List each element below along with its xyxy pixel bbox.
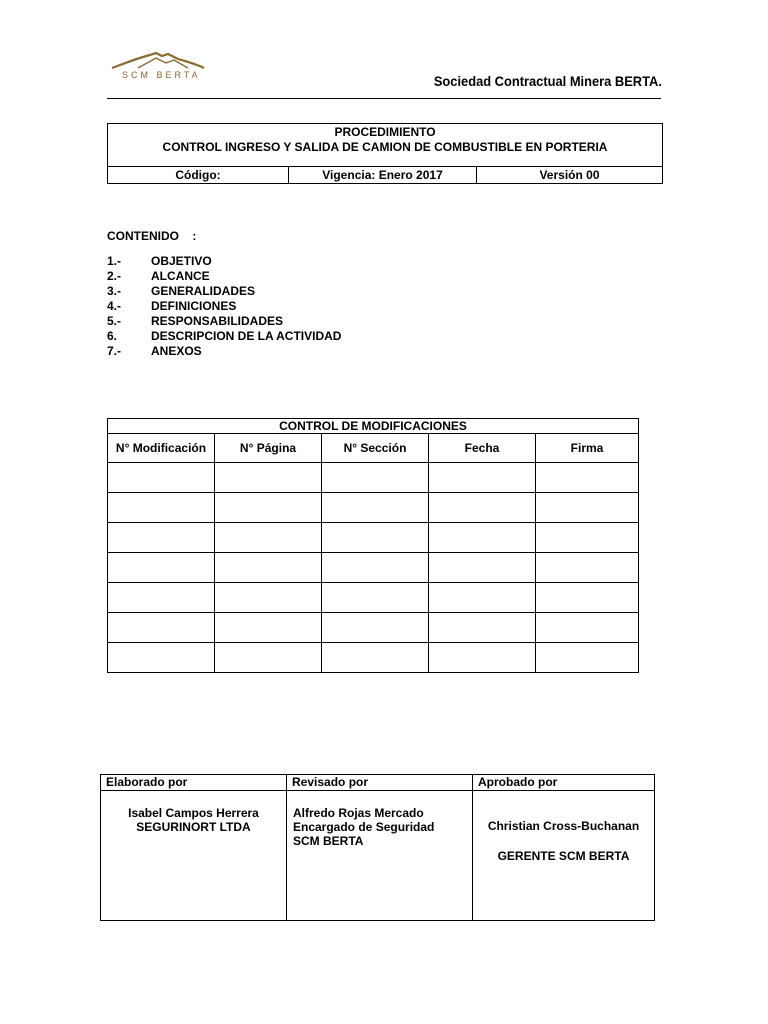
- toc-number: 2.-: [107, 269, 122, 283]
- column-header: N° Sección: [322, 434, 429, 463]
- table-of-contents: [107, 254, 341, 359]
- toc-number: 3.-: [107, 284, 122, 298]
- document-type: PROCEDIMIENTO: [334, 125, 436, 139]
- toc-number: 1.-: [107, 254, 122, 268]
- toc-label: OBJETIVO: [151, 254, 212, 268]
- toc-number: 7.-: [107, 344, 122, 358]
- modifications-title: CONTROL DE MODIFICACIONES: [108, 419, 639, 434]
- revisado-role: Encargado de Seguridad: [293, 820, 435, 834]
- aprobado-name: Christian Cross-Buchanan: [487, 819, 640, 833]
- company-name: Sociedad Contractual Minera BERTA.: [433, 73, 662, 89]
- document-codes-row: [107, 167, 663, 184]
- toc-item: [107, 314, 341, 329]
- codigo-cell: Código:: [108, 167, 289, 183]
- toc-label: ALCANCE: [151, 269, 210, 283]
- toc-number: 6.: [107, 329, 118, 343]
- toc-item: [107, 284, 341, 299]
- table-row: [108, 463, 639, 493]
- header-divider: [107, 98, 661, 99]
- elaborado-company: SEGURINORT LTDA: [136, 820, 251, 834]
- toc-label: DEFINICIONES: [151, 299, 237, 313]
- toc-label: RESPONSABILIDADES: [151, 314, 284, 328]
- table-row: [108, 583, 639, 613]
- aprobado-label: Aprobado por: [473, 775, 655, 791]
- logo-text: SCM BERTA: [122, 70, 201, 80]
- modifications-table: [107, 418, 639, 673]
- column-header: Firma: [536, 434, 639, 463]
- toc-label: GENERALIDADES: [151, 284, 256, 298]
- table-row: [108, 613, 639, 643]
- vigencia-cell: Vigencia: Enero 2017: [289, 167, 477, 183]
- toc-item: [107, 254, 341, 269]
- column-header: N° Modificación: [108, 434, 215, 463]
- revisado-label: Revisado por: [287, 775, 473, 791]
- elaborado-name: Isabel Campos Herrera: [128, 806, 259, 820]
- toc-item: [107, 344, 341, 359]
- revisado-company: SCM BERTA: [293, 834, 364, 848]
- elaborado-cell: [101, 791, 287, 921]
- table-row: [108, 643, 639, 673]
- aprobado-cell: [473, 791, 655, 921]
- toc-number: 5.-: [107, 314, 122, 328]
- table-row: [108, 523, 639, 553]
- contenido-heading: CONTENIDO :: [107, 229, 197, 243]
- company-logo: [108, 50, 208, 84]
- approval-table: [100, 774, 655, 921]
- version-cell: Versión 00: [539, 168, 600, 182]
- table-row: [108, 493, 639, 523]
- toc-item: [107, 269, 341, 284]
- column-header: N° Página: [215, 434, 322, 463]
- table-row: [108, 553, 639, 583]
- column-header: Fecha: [429, 434, 536, 463]
- revisado-name: Alfredo Rojas Mercado: [293, 806, 424, 820]
- toc-item: [107, 329, 341, 344]
- aprobado-role: GERENTE SCM BERTA: [497, 849, 630, 863]
- toc-item: [107, 299, 341, 314]
- mountain-logo-icon: [108, 50, 208, 72]
- toc-number: 4.-: [107, 299, 122, 313]
- document-title: CONTROL INGRESO Y SALIDA DE CAMION DE COMBUSTIBLE EN PORTERIA: [162, 140, 608, 154]
- toc-label: ANEXOS: [151, 344, 202, 358]
- revisado-cell: [287, 791, 473, 921]
- document-title-box: [107, 123, 663, 167]
- toc-label: DESCRIPCION DE LA ACTIVIDAD: [151, 329, 342, 343]
- elaborado-label: Elaborado por: [101, 775, 287, 791]
